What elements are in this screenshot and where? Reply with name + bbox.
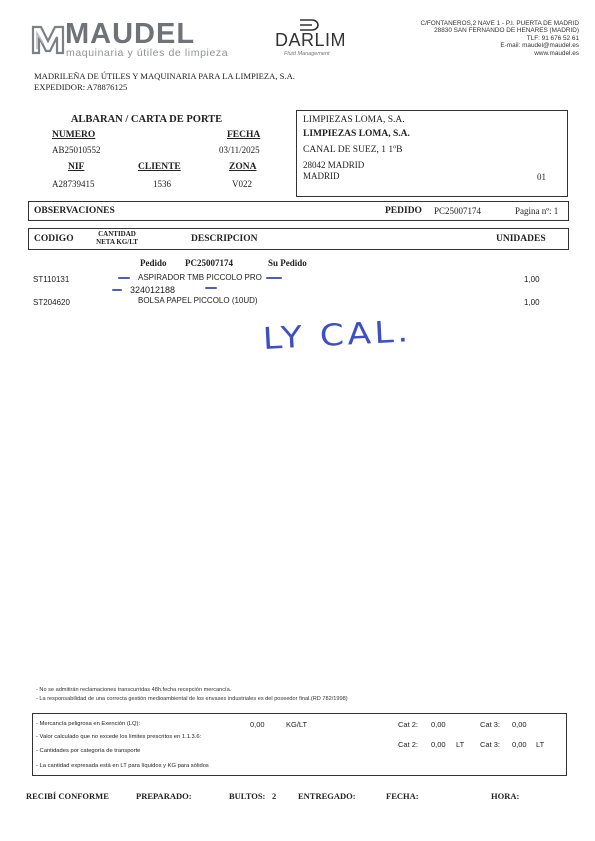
footer-preparado: PREPARADO: [136,791,192,801]
pedido-value: PC25007174 [434,206,482,216]
adr-row1-label: - Mercancía peligrosa en Exención (LQ): [36,721,141,727]
darlim-logo [272,18,352,60]
note-line: - La responsabilidad de una correcta gestión medioambiental de los envases industriales es del poseedor final.(RD 782/1998) [36,696,348,702]
recipient-street: CANAL DE SUEZ, 1 1ºB [303,145,403,155]
address-line: E-mail: maudel@maudel.es [500,42,579,50]
recipient-name: LIMPIEZAS LOMA, S.A. [303,129,410,139]
fecha-label: FECHA [227,130,261,140]
maudel-brand: MAUDEL [65,18,196,50]
order-pedido-label: Pedido [140,258,167,268]
address-line: 28830 SAN FERNANDO DE HENARES (MADRID) [434,27,579,35]
pedido-label: PEDIDO [385,206,422,216]
cat3-lt-value: 0,00 [512,740,527,749]
footer-fecha: FECHA: [386,791,419,801]
recipient-code: 01 [537,172,546,182]
highlight-mark-icon [266,277,282,279]
darlim-tagline: Fluid Management [284,51,330,57]
address-line: www.maudel.es [534,49,579,57]
footer-hora: HORA: [491,791,520,801]
maudel-mark-icon [31,23,65,55]
adr-row4-label: - La cantidad expresada está en LT para líquidos y KG para sólidos [36,763,209,769]
col-codigo: CODIGO [34,234,74,244]
item-desc: ASPIRADOR TMB PICCOLO PRO [138,273,262,282]
adr-row1-value: 0,00 [250,720,265,729]
col-cantidad-line1: CANTIDAD [98,230,136,238]
company-address [421,20,580,57]
handwritten-note: LY CAL. [262,314,413,357]
page-number: Pagina nº: 1 [515,206,559,216]
note-line: - No se admitirán reclamaciones transcurridas 48h.fecha recepción mercancía. [36,687,232,693]
footer-bultos-label: BULTOS: [229,791,266,801]
recipient-city: MADRID [303,171,340,181]
cliente-value: 1536 [153,179,171,189]
adr-row3-label: - Cantidades por categoría de transporte [36,748,141,754]
col-cantidad [92,230,142,246]
footer-bultos-value: 2 [272,791,277,801]
item-desc: BOLSA PAPEL PICCOLO (10UD) [138,296,258,305]
item-serial: 324012188 [130,285,176,295]
nif-label: NIF [68,162,85,172]
item-code: ST204620 [33,298,70,307]
cat3-lt-unit: LT [536,740,545,749]
document-title: ALBARAN / CARTA DE PORTE [70,114,223,125]
zona-value: V022 [232,179,252,189]
col-descripcion: DESCRIPCION [191,234,258,244]
cliente-label: CLIENTE [138,162,181,172]
footer-entregado: ENTREGADO: [298,791,356,801]
adr-row2-label: - Valor calculado que no excede los limites prescritos en 1.1.3.6: [36,734,202,740]
cat3-label: Cat 3: [480,740,501,749]
sender-expedidor: EXPEDIDOR: A78876125 [34,82,128,92]
maudel-logo [31,18,229,60]
fecha-value: 03/11/2025 [219,145,260,155]
cat3-label: Cat 3: [480,720,501,729]
maudel-tagline: maquinaria y útiles de limpieza [66,47,229,59]
sender-company: MADRILEÑA DE ÚTILES Y MAQUINARIA PARA LA LIMPIEZA, S.A. [34,71,295,81]
footer-recibi: RECIBÍ CONFORME [26,791,109,801]
col-unidades: UNIDADES [496,234,546,244]
item-code: ST110131 [33,275,70,284]
cat2-value: 0,00 [431,720,446,729]
cat2-label: Cat 2: [398,720,419,729]
cat3-value: 0,00 [512,720,527,729]
address-line: C/FONTANEROS,2 NAVE 1 - P.I. PUERTA DE MADRID [420,20,579,27]
item-units: 1,00 [524,298,540,307]
notes [36,686,348,704]
highlight-mark-icon [118,277,130,279]
recipient-postal: 28042 MADRID [303,160,365,170]
item-units: 1,00 [524,275,540,284]
observaciones-label: OBSERVACIONES [34,206,115,216]
cat2-label: Cat 2: [398,740,419,749]
cat2-lt-value: 0,00 [431,740,446,749]
darlim-brand: DARLIM [275,30,347,50]
numero-label: NUMERO [52,130,96,140]
adr-row1-unit: KG/LT [286,720,308,729]
highlight-mark-icon [205,287,217,289]
col-cantidad-line2: NETA KG/LT [96,238,138,246]
sender-block [34,71,295,93]
order-pedido-value: PC25007174 [185,258,233,268]
cat2-lt-unit: LT [456,740,465,749]
numero-value: AB25010552 [52,145,101,155]
order-su-pedido: Su Pedido [268,258,307,268]
recipient-line: LIMPIEZAS LOMA, S.A. [303,115,405,125]
zona-label: ZONA [229,162,257,172]
nif-value: A28739415 [52,179,95,189]
address-line: TLF: 91 676 52 61 [526,34,579,42]
highlight-mark-icon [112,289,122,291]
